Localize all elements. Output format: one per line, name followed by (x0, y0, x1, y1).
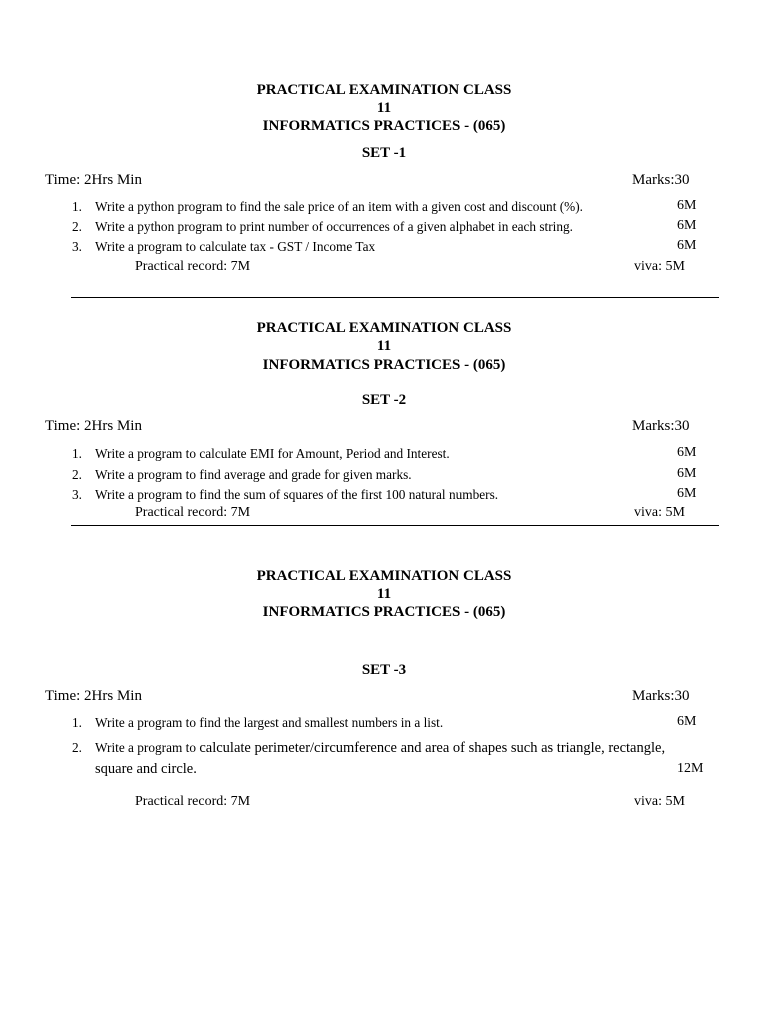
question-text-start: Write a program to (95, 740, 200, 755)
set3-title-line3: INFORMATICS PRACTICES - (065) (262, 604, 506, 620)
set3-question-2 (72, 740, 665, 757)
question-text: Write a program to find average and grade for given marks. (95, 467, 412, 482)
set3-question-1-marks: 6M (677, 714, 697, 729)
question-number: 1. (72, 715, 82, 730)
set1-question-1 (72, 199, 583, 215)
question-text: Write a program to find the largest and smallest numbers in a list. (95, 715, 444, 730)
set2-title-line2: 11 (376, 338, 392, 354)
set1-heading: SET -1 (361, 145, 407, 161)
set2-title-line3: INFORMATICS PRACTICES - (065) (262, 357, 506, 373)
set3-title-line1: PRACTICAL EXAMINATION CLASS (256, 568, 512, 584)
question-number: 2. (72, 740, 82, 755)
set1-question-3-marks: 6M (677, 238, 697, 253)
question-text: Write a program to find the sum of squares of the first 100 natural numbers. (95, 487, 499, 502)
set1-title-line3: INFORMATICS PRACTICES - (065) (262, 118, 506, 134)
set3-time: Time: 2Hrs Min (45, 688, 142, 704)
set1-question-3 (72, 239, 375, 255)
set2-time: Time: 2Hrs Min (45, 418, 142, 434)
set3-question-2-line2 (95, 761, 197, 778)
question-text-continued: calculate perimeter/circumference and area of shapes such as triangle, rectangle, (199, 740, 666, 756)
divider-2 (71, 525, 719, 526)
question-text-end: square and circle. (95, 761, 197, 777)
question-text: Write a python program to find the sale price of an item with a given cost and discount (%). (95, 199, 583, 214)
set3-viva: viva: 5M (634, 794, 685, 809)
set1-question-2 (72, 219, 573, 235)
set1-title-line2: 11 (376, 100, 392, 116)
set2-marks: Marks:30 (632, 418, 690, 434)
set2-title-line1: PRACTICAL EXAMINATION CLASS (256, 320, 512, 336)
question-number: 2. (72, 467, 82, 482)
set3-question-1 (72, 715, 443, 731)
set2-question-2 (72, 467, 412, 483)
set3-marks: Marks:30 (632, 688, 690, 704)
question-number: 3. (72, 487, 82, 502)
set1-question-2-marks: 6M (677, 218, 697, 233)
set3-heading: SET -3 (361, 662, 407, 678)
set2-question-2-marks: 6M (677, 466, 697, 481)
set2-viva: viva: 5M (634, 505, 685, 520)
set2-heading: SET -2 (361, 392, 407, 408)
question-number: 2. (72, 219, 82, 234)
set1-question-1-marks: 6M (677, 198, 697, 213)
set2-question-3 (72, 487, 498, 503)
set2-practical-record: Practical record: 7M (135, 505, 251, 520)
question-text: Write a python program to print number of occurrences of a given alphabet in each string. (95, 219, 573, 234)
set2-question-3-marks: 6M (677, 486, 697, 501)
question-text: Write a program to calculate EMI for Amount, Period and Interest. (95, 446, 450, 461)
divider-1 (71, 297, 719, 298)
set2-question-1-marks: 6M (677, 445, 697, 460)
set3-practical-record: Practical record: 7M (135, 794, 251, 809)
set1-time: Time: 2Hrs Min (45, 172, 142, 188)
set1-practical-record: Practical record: 7M (135, 259, 251, 274)
question-number: 3. (72, 239, 82, 254)
set1-viva: viva: 5M (634, 259, 685, 274)
question-number: 1. (72, 446, 82, 461)
set1-marks: Marks:30 (632, 172, 690, 188)
question-text: Write a program to calculate tax - GST / Income Tax (95, 239, 376, 254)
set3-title-line2: 11 (376, 586, 392, 602)
question-number: 1. (72, 199, 82, 214)
set3-question-2-marks: 12M (677, 761, 704, 776)
set1-title-line1: PRACTICAL EXAMINATION CLASS (256, 82, 512, 98)
set2-question-1 (72, 446, 450, 462)
